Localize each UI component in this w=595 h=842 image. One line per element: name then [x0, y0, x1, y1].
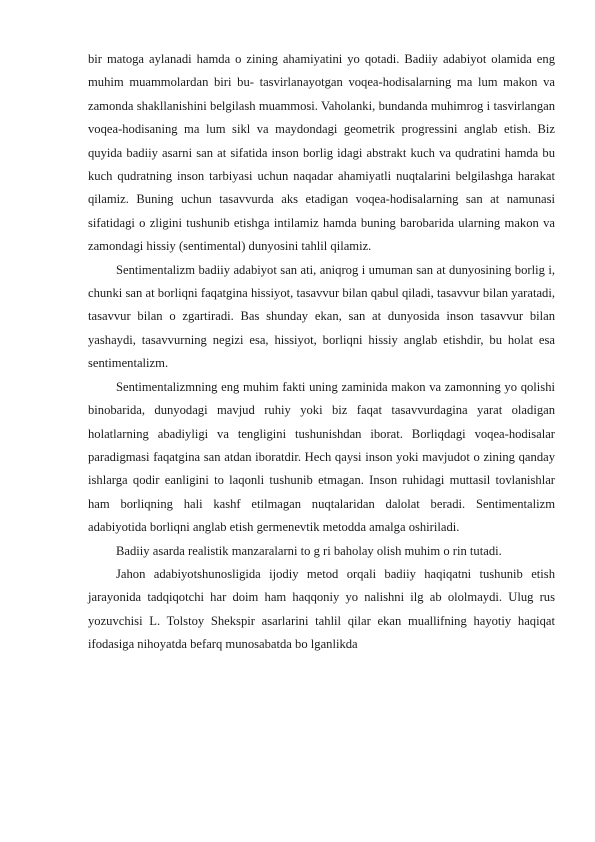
paragraph-1: bir matoga aylanadi hamda o zining ahamiyatini yo qotadi. Badiiy adabiyot olamida eng muhim muammolardan biri bu- tasvirlanayotgan voqea-hodisalarning ma lum makon va zamonda shakllanishini belgilash muammosi. Vaholanki, bundanda muhimrog i tasvirlangan voqea-hodisaning ma lum sikl va maydondagi geometrik progressini anglab etish. Biz quyida badiiy asarni san at sifatida inson borlig idagi abstrakt kuch va qudratini hamda bu kuch qudratning inson tarbiyasi uchun naqadar ahamiyatli nuqtalarini belgilashga harakat qilamiz. Buning uchun tasavvurda aks etadigan voqea-hodisalarning san at namunasi sifatidagi o zligini tushunib etishga intilamiz hamda buning barobarida ularning makon va zamondagi hissiy (sentimental) dunyosini tahlil qilamiz.	[88, 52, 555, 254]
paragraph-4: Badiiy asarda realistik manzaralarni to g ri baholay olish muhim o rin tutadi.	[116, 543, 502, 558]
document-page	[88, 48, 555, 657]
paragraph-2: Sentimentalizm badiiy adabiyot san ati, aniqrog i umuman san at dunyosining borlig i, chunki san at borliqni faqatgina hissiyot, tasavvur bilan qabul qiladi, tasavvur bilan yaratadi, tasavvur bilan o zgartiradi. Bas shunday ekan, san at dunyosida inson tasavvur bilan yashaydi, tasavvurning negizi esa, hissiyot, borliqni hissiy anglab etishdir, bu holat esa sentimentalizm.	[88, 262, 555, 371]
paragraph-5: Jahon adabiyotshunosligida ijodiy metod orqali badiiy haqiqatni tushunib etish jarayonida tadqiqotchi har doim ham haqqoniy yo nalishni ilg ab ololmaydi. Ulug rus yozuvchisi L. Tolstoy Shekspir asarlarini tahlil qilar ekan muallifning hayotiy haqiqat ifodasiga nihoyatda befarq munosabatda bo lganlikda	[88, 566, 555, 652]
paragraph-3: Sentimentalizmning eng muhim fakti uning zaminida makon va zamonning yo qolishi binobarida, dunyodagi mavjud ruhiy yoki biz faqat tasavvurdagina yarat oladigan holatlarning abadiyligi va tengligini tushunishdan iborat. Borliqdagi voqea-hodisalar paradigmasi faqatgina san atdan iboratdir. Hech qaysi inson yoki mavjudot o zining qanday ishlarga qodir eanligini to laqonli tushunib etmagan. Inson ruhidagi muttasil tovlanishlar ham borliqning hali kashf etilmagan nuqtalaridan dalolat beradi. Sentimentalizm adabiyotida borliqni anglab etish germenevtik metodda amalga oshiriladi.	[88, 379, 555, 535]
